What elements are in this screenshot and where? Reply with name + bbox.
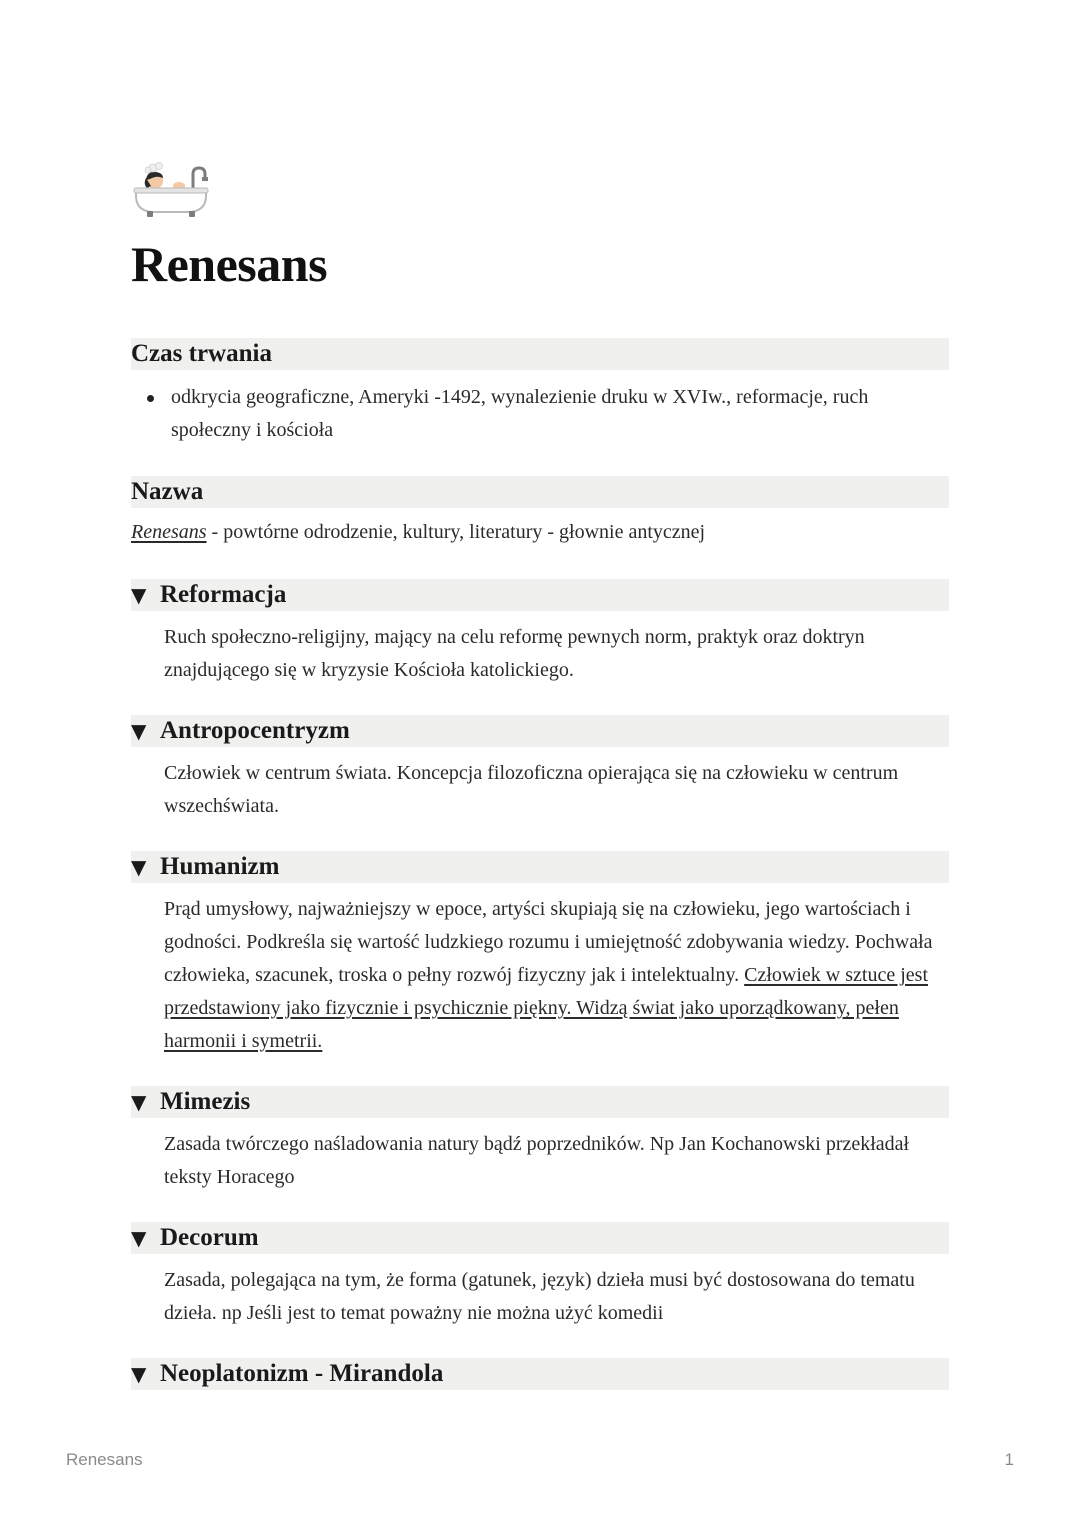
toggle-content: Człowiek w centrum świata. Koncepcja filozoficzna opierająca się na człowieku w centrum wszechświata. [164,762,899,817]
heading-text: Humanizm [160,853,280,880]
heading-text: Czas trwania [131,340,272,367]
section-heading [131,476,949,508]
footer-title: Renesans [66,1450,143,1469]
humanizm-underlined-text: Człowiek w sztuce jest przedstawiony jako fizycznie i psychicznie piękny. Widzą świat jako uporządkowany, pełen harmonii i symetrii. [164,964,928,1052]
toggle-reformacja[interactable] [131,579,949,687]
section-heading [131,338,949,370]
toggle-triangle-icon[interactable]: ▼ [131,1362,147,1386]
toggle-content: Zasada twórczego naśladowania natury bądź poprzedników. Np Jan Kochanowski przekładał teksty Horacego [164,1133,910,1188]
toggle-content: Ruch społeczno-religijny, mający na celu reformę pewnych norm, praktyk oraz doktryn znajdującego się w kryzysie Kościoła katolickiego. [164,626,865,681]
term-link: Renesans [131,521,207,543]
heading-text: Nazwa [131,478,204,505]
heading-text: Mimezis [160,1088,251,1115]
toggle-mimezis[interactable] [131,1086,949,1194]
page-title: Renesans [131,236,328,292]
section-czas-trwania [131,338,949,447]
heading-text: Antropocentryzm [160,717,350,744]
toggle-humanizm[interactable] [131,851,949,1058]
paragraph [131,516,949,549]
section-nazwa [131,476,949,549]
toggle-heading[interactable] [131,1222,949,1254]
toggle-triangle-icon[interactable]: ▼ [131,855,147,879]
toggle-neoplatonizm[interactable] [131,1358,949,1390]
toggle-triangle-icon[interactable]: ▼ [131,1226,147,1250]
toggle-heading[interactable] [131,1358,949,1390]
heading-text: Decorum [160,1224,259,1251]
list-item: odkrycia geograficzne, Ameryki -1492, wynalezienie druku w XVIw., reformacje, ruch społeczny i kościoła [171,381,949,447]
toggle-antropocentryzm[interactable] [131,715,949,823]
heading-text: Neoplatonizm - Mirandola [160,1360,444,1387]
heading-text: Reformacja [160,581,287,608]
toggle-heading[interactable] [131,715,949,747]
toggle-triangle-icon[interactable]: ▼ [131,1090,147,1114]
humanizm-text: Prąd umysłowy, najważniejszy w epoce, artyści skupiają się na człowieku, jego wartościach i godności. Podkreśla się wartość ludzkiego rozumu i umiejętność zdobywania wiedzy. Pochwała człowieka, szacunek, troska o pełny rozwój fizyczny jak i intelektualny. [164,898,933,986]
definition-text: - powtórne odrodzenie, kultury, literatury - głownie antycznej [206,521,706,543]
toggle-triangle-icon[interactable]: ▼ [131,719,147,743]
document-page [131,160,949,1387]
footer-page-number: 1 [1004,1450,1014,1469]
toggle-heading[interactable] [131,1086,949,1118]
toggle-heading[interactable] [131,579,949,611]
toggle-content: Zasada, polegająca na tym, że forma (gatunek, język) dzieła musi być dostosowana do tematu dzieła. np Jeśli jest to temat poważny nie można użyć komedii [164,1269,915,1324]
toggle-decorum[interactable] [131,1222,949,1330]
toggle-content [131,893,949,1058]
toggle-triangle-icon[interactable]: ▼ [131,583,147,607]
toggle-heading[interactable] [131,851,949,883]
bullet-list [131,381,949,447]
bathtub-icon [133,160,209,220]
